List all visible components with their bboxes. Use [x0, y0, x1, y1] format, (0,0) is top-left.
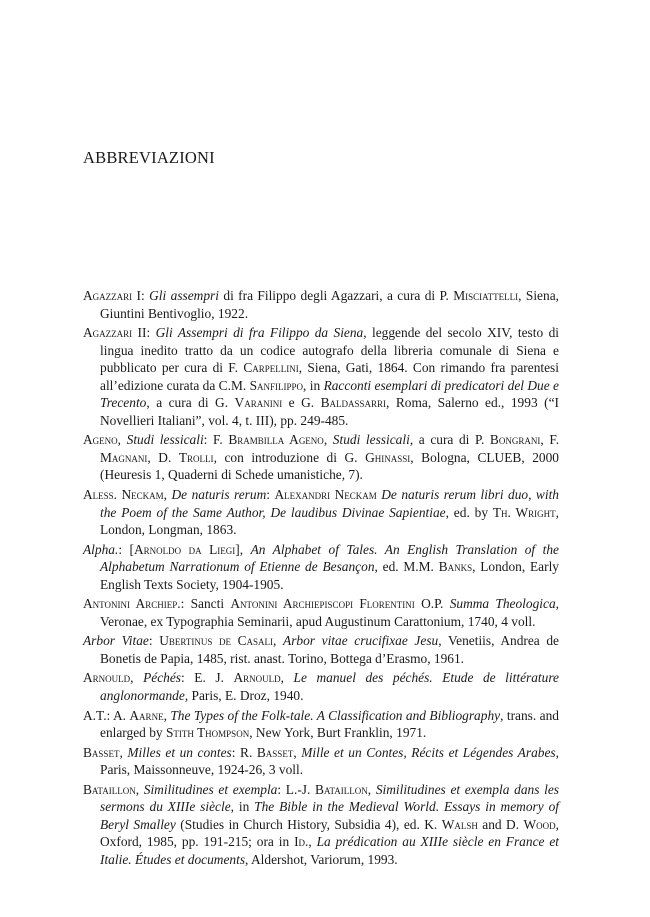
author-name: Id. [294, 834, 309, 850]
author-name: Ageno [83, 432, 118, 448]
italic-title: De naturis rerum libri duo, with the Poem of the Same Author, De laudibus Divinae Sapientiae [100, 487, 559, 520]
author-name: Th. Wright [492, 504, 556, 520]
entry-text: , in [230, 799, 255, 815]
italic-title: Studi lessicali [332, 432, 410, 448]
italic-title: Alpha. [83, 541, 119, 557]
entry-text: , a cura di P. [409, 432, 490, 448]
author-name: Walsh [441, 816, 478, 832]
entry-text: , [130, 670, 144, 686]
italic-title: Le manuel des péchés. Etude de littérature anglonormande [100, 670, 559, 704]
italic-title: Arbor Vitae [83, 633, 149, 649]
italic-title: De naturis rerum [171, 487, 267, 503]
entry-text: O.P. [414, 596, 450, 612]
entry-text: , con introduzione di G. [213, 449, 366, 465]
entry-text: , Paris, E. Droz, 1940. [184, 688, 304, 704]
entry-text: , Aldershot, Variorum, 1993. [245, 851, 398, 867]
italic-title: Similitudines et exempla [143, 781, 278, 797]
author-name: Antonini Archiepiscopi Florentini [230, 596, 415, 612]
author-name: Varanini [234, 395, 283, 411]
author-name: Trolli [178, 449, 214, 465]
author-name: Bataillon [315, 781, 368, 797]
entry-text: , Bologna, CLUEB, 2000 (Heuresis 1, Quaderni di Schede umanistiche, 7). [100, 449, 560, 483]
italic-title: Mille et un Contes, Récits et Légendes Arabes [301, 744, 556, 760]
entry-text: , [308, 834, 317, 850]
entry-text: : E. J. [181, 670, 234, 686]
author-name: Baldassarri [320, 395, 387, 411]
entry-text: , [135, 781, 144, 797]
author-name: Agazzari [83, 288, 133, 303]
entry-text: , [119, 744, 128, 760]
entry-text: , [163, 707, 171, 723]
italic-title: Similitudines et exempla dans les sermons du XIIIe siècle [100, 781, 559, 815]
abbreviation-entry [83, 781, 559, 869]
abbreviation-entry [83, 595, 559, 630]
author-name: Aarne [129, 707, 164, 723]
author-name: Aless. Neckam [83, 487, 164, 503]
entry-text: : [266, 487, 275, 503]
abbreviation-entry [83, 632, 559, 667]
entry-text: , Oxford, 1985, pp. 191-215; ora in [100, 816, 559, 850]
entry-text: , F. [540, 432, 560, 448]
page-title: ABBREVIAZIONI [83, 148, 215, 167]
entry-text: : R. [231, 744, 257, 760]
entry-text: , [323, 432, 333, 448]
entry-text: , Siena, Giuntini Bentivoglio, 1922. [100, 288, 559, 321]
author-name: Arnoldo da Liegi [134, 541, 236, 557]
author-name: Agazzari [83, 325, 133, 341]
entry-text: II: [132, 325, 156, 341]
abbreviation-entry [83, 486, 559, 539]
author-name: Arnould [233, 670, 281, 686]
entry-text: , D. [147, 449, 179, 465]
entry-text: , New York, Burt Franklin, 1971. [249, 725, 427, 741]
author-name: Carpellini [243, 360, 299, 376]
entry-text: , Roma, Salerno ed., 1993 (“I Novellieri Italiani”, vol. 4, t. III), pp. 249-485. [100, 395, 559, 428]
author-name: Brambilla Ageno [228, 432, 324, 448]
italic-title: Gli Assempri di fra Filippo da Siena [155, 325, 364, 341]
author-name: Ghinassi [365, 449, 411, 465]
entry-text: and D. [477, 816, 524, 832]
author-name: Banks [438, 559, 473, 575]
italic-title: Summa Theologica [449, 596, 556, 612]
author-name: Basset [256, 744, 294, 760]
entry-text: e G. [282, 395, 321, 411]
entry-text: , [117, 432, 127, 448]
italic-title: Milles et un contes [127, 744, 232, 760]
author-name: Stith Thompson [165, 725, 250, 741]
entry-text: I: [132, 288, 150, 303]
italic-title: La prédication au XIIIe siècle en France et Italie. Études et documents [100, 834, 560, 867]
abbreviation-entry [83, 287, 559, 322]
italic-title: The Types of the Folk-tale. A Classification and Bibliography [170, 707, 501, 723]
author-name: Basset [83, 744, 120, 760]
author-name: Bataillon [83, 781, 136, 797]
entry-text: , leggende del secolo XIV, testo di lingua inedito tratto da un codice autografo della libreria comunale di Siena e pubblicato per cura di F. [100, 325, 559, 376]
author-name: Antonini Archiep. [83, 596, 181, 612]
entry-text: , trans. and enlarged by [100, 707, 559, 741]
author-name: Magnani [100, 449, 148, 465]
abbreviation-entry [83, 324, 559, 429]
author-name: Wood [523, 816, 556, 832]
italic-title: Péchés [143, 670, 181, 686]
entry-text: , [293, 744, 302, 760]
entry-text: , Veronae, ex Typographia Seminarii, apud Augustinum Carattonium, 1740, 4 voll. [100, 596, 560, 629]
author-name: Sanfilippo [249, 377, 304, 393]
entry-text: , [367, 781, 376, 797]
entry-text: , [280, 670, 294, 686]
author-name: Arnould [83, 670, 131, 686]
entry-text: A.T.: A. [83, 707, 130, 723]
entry-text: : Sancti [180, 596, 231, 612]
abbreviation-entry [83, 669, 559, 704]
entry-text: : [ [118, 541, 134, 557]
entry-text: di fra Filippo degli Agazzari, a cura di P. [218, 288, 454, 303]
abbreviation-entry [83, 707, 559, 742]
italic-title: Studi lessicali [126, 432, 204, 448]
italic-title: Racconti esemplari di predicatori del Due e Trecento [100, 377, 559, 411]
author-name: Bongrani [489, 432, 541, 448]
italic-title: Gli assempri [149, 288, 219, 303]
abbreviation-entry [83, 541, 559, 594]
entry-text: , London, Longman, 1863. [100, 504, 559, 538]
entry-text: , Venetiis, Andrea de Bonetis de Papia, 1485, rist. anast. Torino, Bottega d’Erasmo, 1961. [100, 633, 559, 666]
entry-text: ], [235, 541, 251, 557]
entry-text: (Studies in Church History, Subsidia 4), ed. K. [175, 816, 442, 832]
entry-text: , in [303, 377, 324, 393]
entry-text: , Paris, Maissonneuve, 1924-26, 3 voll. [100, 744, 559, 778]
entry-text: , Siena, Gati, 1864. Con rimando fra parentesi all’edizione curata da C.M. [100, 360, 559, 393]
entry-text: , London, Early English Texts Society, 1904-1905. [100, 559, 559, 592]
entry-text: : [148, 633, 160, 649]
author-name: Ubertinus de Casali [159, 633, 274, 649]
italic-title: An Alphabet of Tales. An English Translation of the Alphabetum Narrationum of Etienne de Besançon [100, 541, 559, 575]
abbreviation-entry [83, 431, 559, 484]
entry-text: , [273, 633, 284, 649]
abbreviation-entry [83, 744, 559, 779]
entry-text: : F. [203, 432, 229, 448]
author-name: Misciattelli [453, 288, 519, 303]
abbreviation-list [83, 287, 559, 871]
entry-text: : L.-J. [277, 781, 316, 797]
italic-title: Arbor vitae crucifixae Jesu [283, 633, 439, 649]
entry-text: , ed. by [445, 504, 493, 520]
entry-text: , [163, 487, 172, 503]
italic-title: The Bible in the Medieval World. Essays in memory of Beryl Smalley [100, 799, 559, 832]
author-name: Alexandri Neckam [274, 487, 377, 503]
entry-text: , ed. M.M. [374, 559, 439, 575]
entry-text: , a cura di G. [146, 395, 235, 411]
